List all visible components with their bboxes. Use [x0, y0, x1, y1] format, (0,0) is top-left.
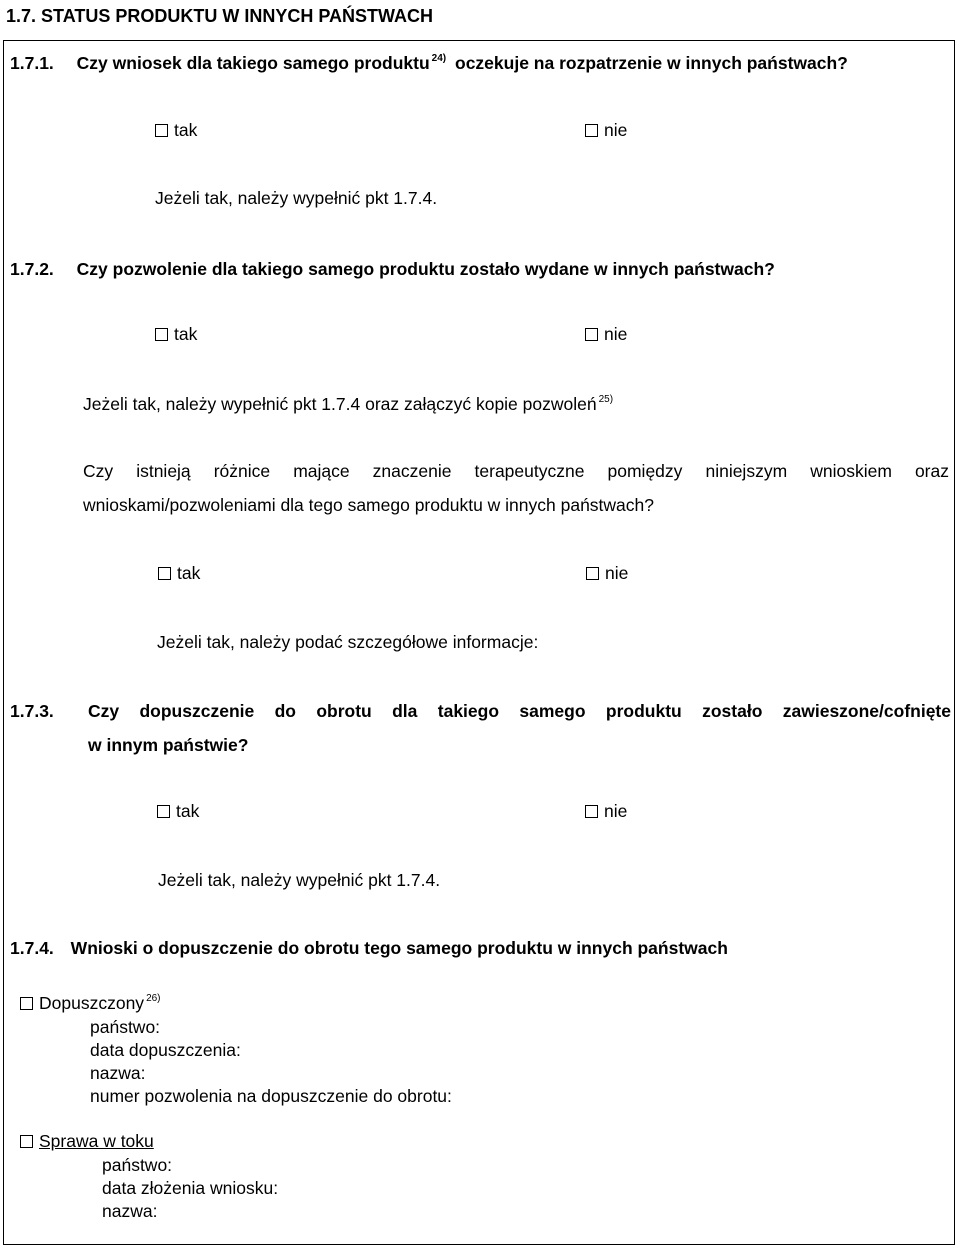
question-1-7-4 [10, 938, 728, 959]
checkbox-icon[interactable] [586, 567, 599, 580]
checkbox-label: nie [604, 801, 628, 821]
checkbox-label: tak [177, 563, 201, 583]
subquestion-line-1: Czy istnieją różnice mające znaczenie terapeutyczne pomiędzy niniejszym wnioskiem oraz [83, 461, 949, 481]
checkbox-no-1-7-3[interactable] [585, 801, 627, 822]
section-title: 1.7. STATUS PRODUKTU W INNYCH PAŃSTWACH [6, 6, 434, 26]
footnote-ref: 25) [598, 394, 614, 405]
question-1-7-3-line-1: Czy dopuszczenie do obrotu dla takiego samego produktu zostało zawieszone/cofnięte [88, 701, 951, 721]
checkbox-no-1-7-2-sub[interactable] [586, 563, 628, 584]
checkbox-icon[interactable] [585, 805, 598, 818]
approved-country-label: państwo: [90, 1017, 161, 1037]
subquestion-line-2: wnioskami/pozwoleniami dla tego samego produktu w innych państwach? [83, 495, 655, 515]
checkbox-label: Dopuszczony [39, 993, 145, 1013]
note-text: Jeżeli tak, należy wypełnić pkt 1.7.4 oraz załączyć kopie pozwoleń [83, 394, 597, 414]
checkbox-icon[interactable] [155, 328, 168, 341]
checkbox-yes-1-7-2-sub[interactable] [158, 563, 200, 584]
approved-permit-number-label: numer pozwolenia na dopuszczenie do obrotu: [90, 1086, 452, 1106]
checkbox-yes-1-7-1[interactable] [155, 120, 197, 141]
checkbox-pending[interactable] [20, 1131, 154, 1152]
checkbox-yes-1-7-3[interactable] [157, 801, 199, 822]
checkbox-label: nie [604, 324, 628, 344]
note-1-7-1: Jeżeli tak, należy wypełnić pkt 1.7.4. [155, 188, 438, 208]
question-text-cont: oczekuje na rozpatrzenie w innych państwach? [455, 53, 848, 73]
note-1-7-3: Jeżeli tak, należy wypełnić pkt 1.7.4. [158, 870, 441, 890]
checkbox-label: tak [176, 801, 200, 821]
checkbox-label: nie [605, 563, 629, 583]
checkbox-label: tak [174, 120, 198, 140]
question-text: Czy pozwolenie dla takiego samego produktu zostało wydane w innych państwach? [76, 259, 775, 279]
pending-country-label: państwo: [102, 1155, 173, 1175]
question-1-7-1 [10, 53, 848, 74]
question-text: Czy wniosek dla takiego samego produktu [76, 53, 430, 73]
pending-name-label: nazwa: [102, 1201, 158, 1221]
checkbox-icon[interactable] [585, 124, 598, 137]
checkbox-approved[interactable] [20, 993, 161, 1014]
checkbox-icon[interactable] [20, 1135, 33, 1148]
checkbox-icon[interactable] [158, 567, 171, 580]
note-1-7-2-sub: Jeżeli tak, należy podać szczegółowe informacje: [157, 632, 539, 652]
checkbox-icon[interactable] [585, 328, 598, 341]
approved-name-label: nazwa: [90, 1063, 146, 1083]
checkbox-no-1-7-2[interactable] [585, 324, 627, 345]
question-1-7-2 [10, 259, 775, 280]
note-1-7-2 [83, 394, 613, 415]
pending-date-label: data złożenia wniosku: [102, 1178, 279, 1198]
approved-date-label: data dopuszczenia: [90, 1040, 241, 1060]
checkbox-label: tak [174, 324, 198, 344]
question-number: 1.7.4. [10, 938, 54, 958]
checkbox-icon[interactable] [20, 997, 33, 1010]
checkbox-icon[interactable] [157, 805, 170, 818]
question-text: Wnioski o dopuszczenie do obrotu tego samego produktu w innych państwach [70, 938, 728, 958]
footnote-ref: 24) [431, 53, 447, 64]
question-1-7-3-line-2: w innym państwie? [88, 735, 249, 755]
question-number: 1.7.2. [10, 259, 54, 279]
footnote-ref: 26) [146, 993, 161, 1004]
question-number: 1.7.1. [10, 53, 54, 73]
checkbox-icon[interactable] [155, 124, 168, 137]
checkbox-no-1-7-1[interactable] [585, 120, 627, 141]
question-number-1-7-3: 1.7.3. [10, 701, 54, 721]
checkbox-yes-1-7-2[interactable] [155, 324, 197, 345]
checkbox-label: Sprawa w toku [39, 1131, 154, 1151]
checkbox-label: nie [604, 120, 628, 140]
